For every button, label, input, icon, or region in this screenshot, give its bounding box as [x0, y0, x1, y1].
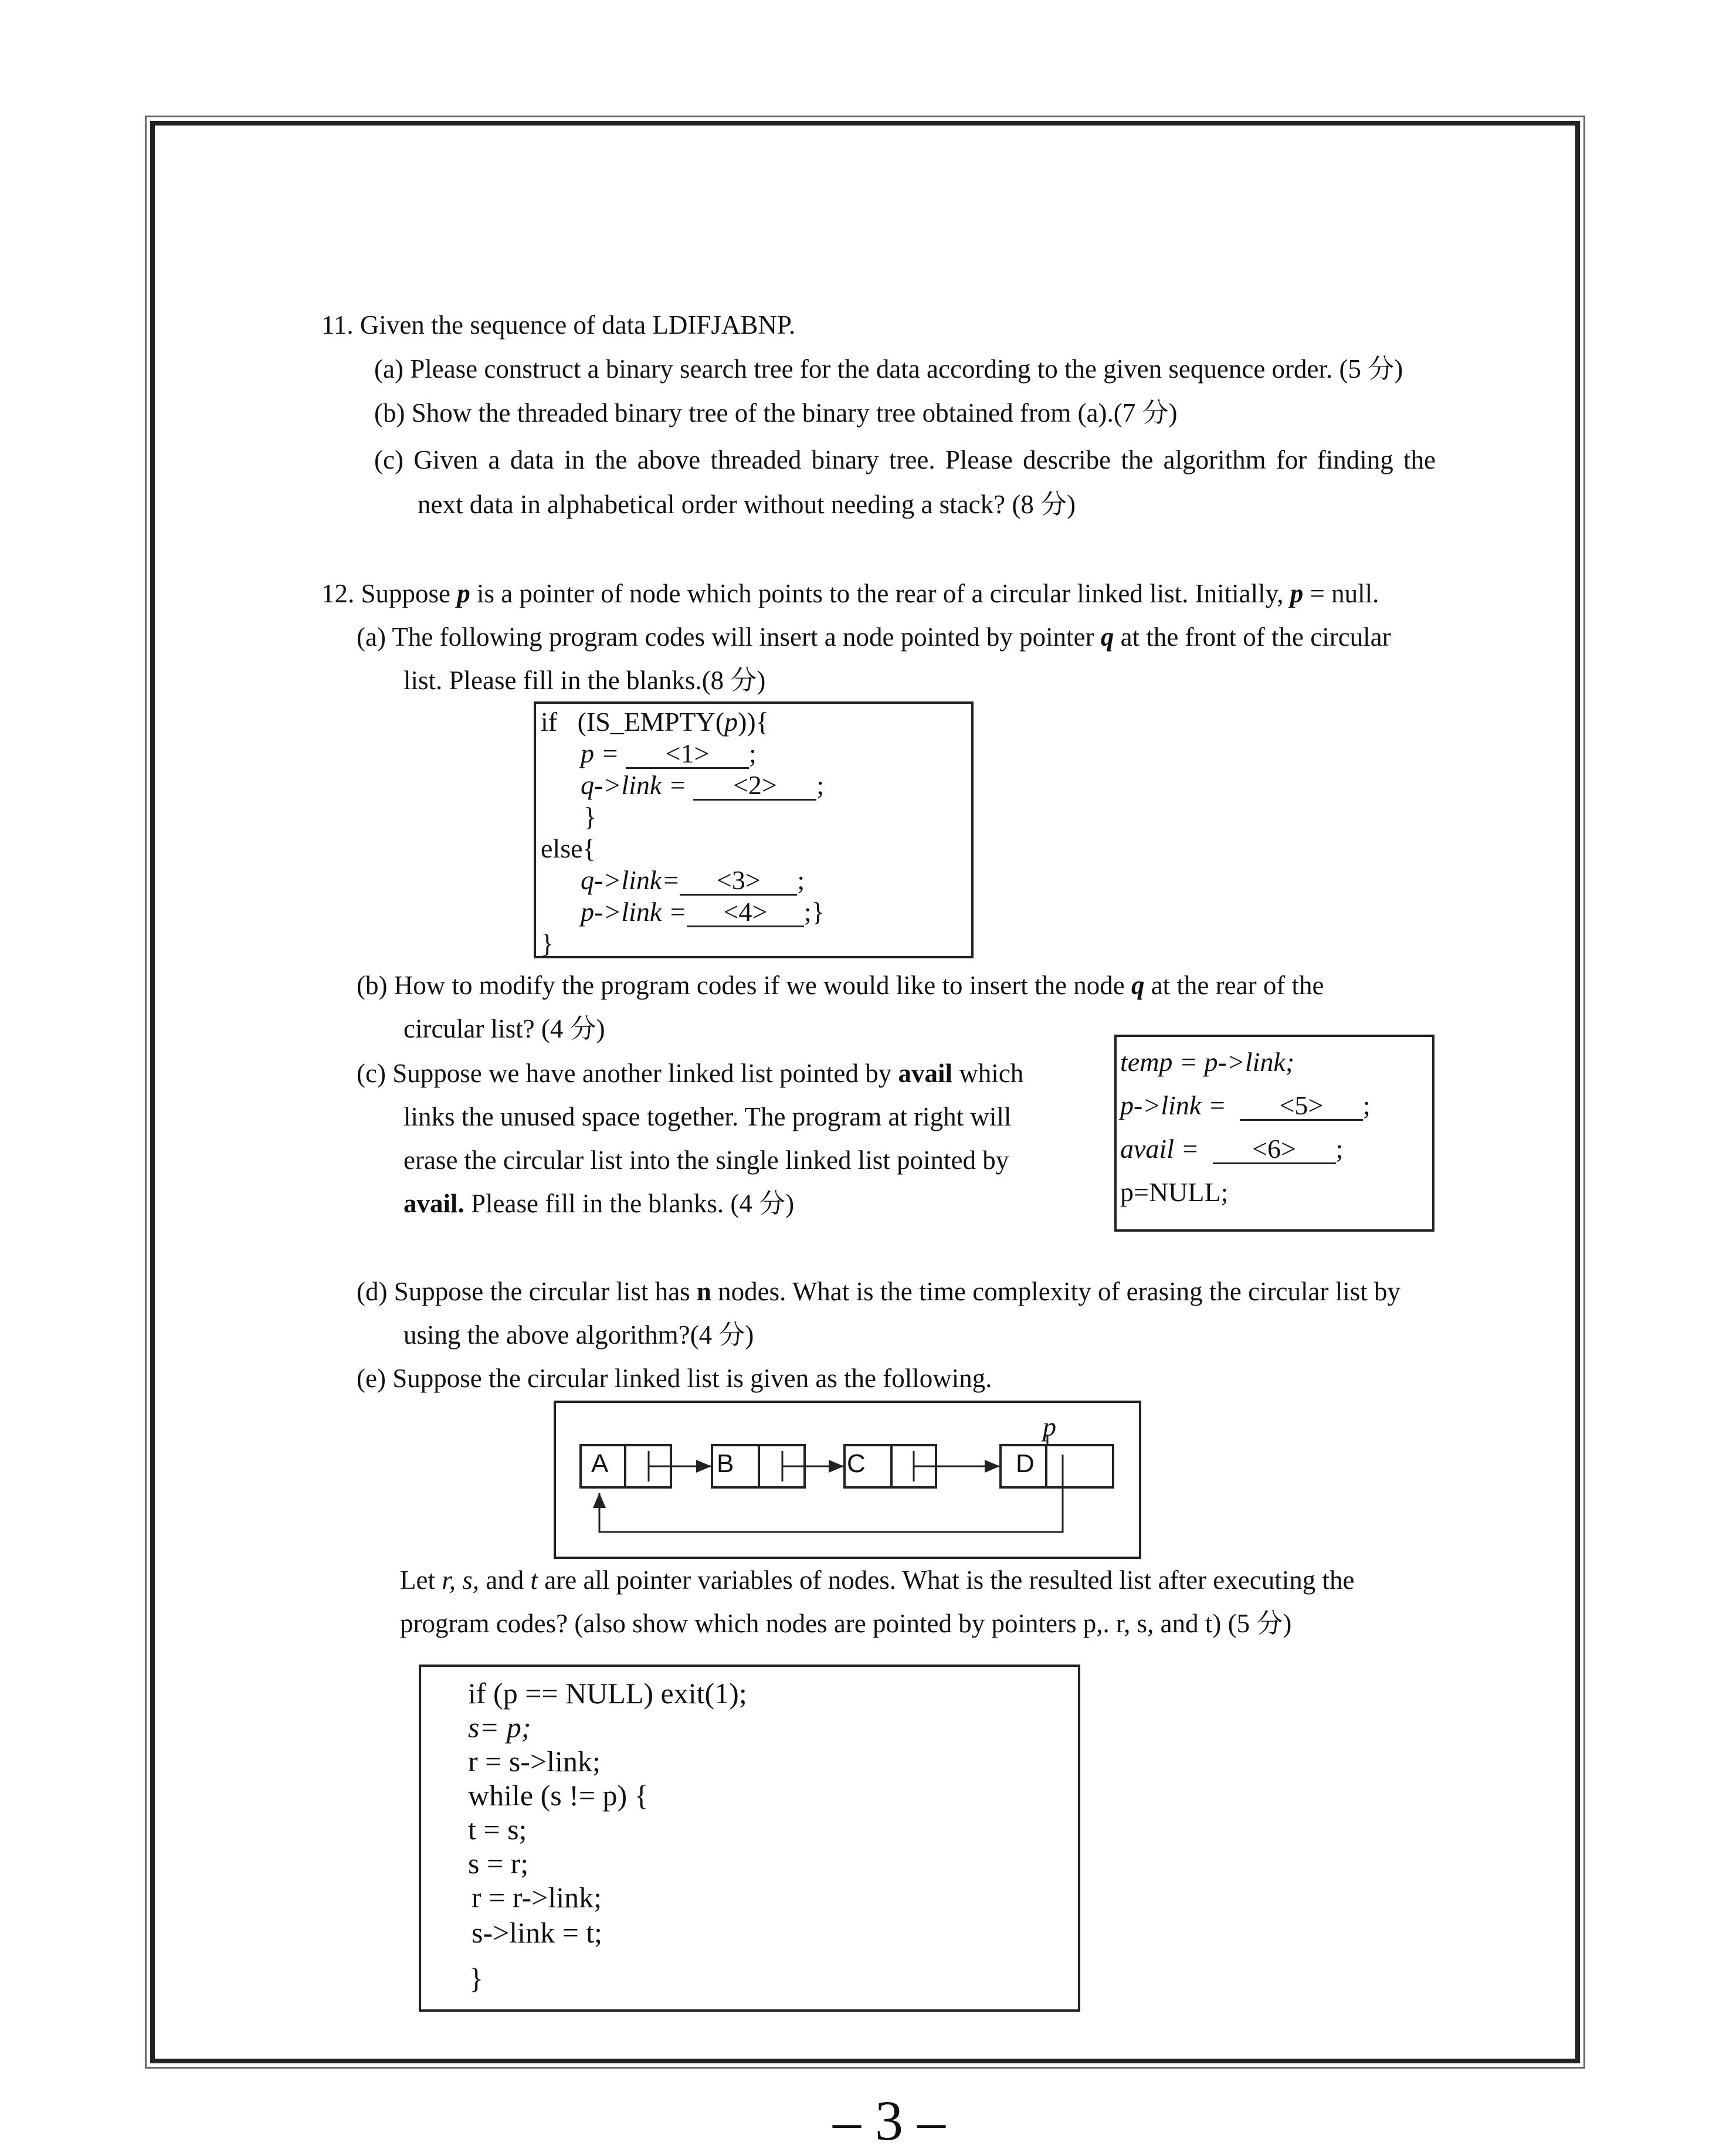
code-e-line2: s= p; — [468, 1711, 531, 1744]
q12-part-a-line2: list. Please fill in the blanks.(8 分) — [403, 666, 766, 695]
q12-part-a-line1: (a) The following program codes will insert a node pointed by pointer q at the front of the circular — [357, 622, 1391, 652]
blank-1[interactable]: <1> — [626, 740, 749, 769]
q12-part-c-line4: avail. Please fill in the blanks. (4 分) — [403, 1189, 795, 1218]
code-e-line5: t = s; — [468, 1813, 527, 1846]
q11-part-a: (a) Please construct a binary search tree for the data according to the given sequence order. (5 分) — [374, 354, 1403, 384]
q12-part-c-line3: erase the circular list into the single linked list pointed by — [403, 1145, 1009, 1175]
q12-part-b-line1: (b) How to modify the program codes if we would like to insert the node q at the rear of the — [357, 971, 1324, 1000]
q12-part-c-line2: links the unused space together. The program at right will — [403, 1102, 1012, 1131]
blank-6[interactable]: <6> — [1213, 1135, 1336, 1164]
code-e-line6: s = r; — [468, 1847, 529, 1880]
code-e-line4: while (s != p) { — [468, 1779, 649, 1812]
code-e-line8: s->link = t; — [472, 1916, 603, 1949]
q12-part-e-after-line1: Let r, s, and t are all pointer variables of nodes. What is the resulted list after executing the — [400, 1565, 1355, 1595]
q12-part-c-line1: (c) Suppose we have another linked list pointed by avail which — [357, 1059, 1024, 1088]
blank-4[interactable]: <4> — [687, 899, 804, 927]
page-number: – 3 – — [833, 2089, 945, 2152]
q11-stem: 11. Given the sequence of data LDIFJABNP. — [321, 310, 796, 340]
code-e-line3: r = s->link; — [468, 1745, 601, 1778]
q12-stem: 12. Suppose p is a pointer of node which points to the rear of a circular linked list. Initially, p = null. — [321, 579, 1379, 608]
node-a-data: A — [579, 1444, 626, 1489]
q11-part-b: (b) Show the threaded binary tree of the binary tree obtained from (a).(7 分) — [374, 398, 1178, 428]
node-b-data: B — [711, 1444, 760, 1489]
blank-2[interactable]: <2> — [693, 772, 816, 801]
blank-3[interactable]: <3> — [680, 867, 797, 896]
q12-part-b-line2: circular list? (4 分) — [403, 1014, 605, 1043]
code-a-line3: q->link = <2> ; — [581, 770, 825, 800]
code-e-line7: r = r->link; — [472, 1881, 602, 1914]
code-c-line1: temp = p->link; — [1120, 1047, 1295, 1077]
q11-part-c-line2: next data in alphabetical order without needing a stack? (8 分) — [418, 490, 1076, 519]
code-a-else: else{ — [541, 833, 596, 863]
pointer-p-label: p — [1043, 1412, 1056, 1442]
code-c-line2: p->link = <5> ; — [1120, 1090, 1371, 1120]
blank-5[interactable]: <5> — [1240, 1092, 1363, 1121]
code-a-line6: q->link= <3> ; — [581, 865, 805, 895]
code-e-line1: if (p == NULL) exit(1); — [468, 1677, 747, 1710]
q12-part-e-after-line2: program codes? (also show which nodes are pointed by pointers p,. r, s, and t) (5 分) — [400, 1609, 1292, 1638]
q12-part-e-line1: (e) Suppose the circular linked list is given as the following. — [357, 1364, 992, 1393]
node-c-data: C — [843, 1444, 893, 1489]
q11-part-c-line1: (c) Given a data in the above threaded binary tree. Please describe the algorithm for finding the — [374, 445, 1436, 474]
code-a-line2: p = <1> ; — [581, 738, 757, 768]
code-c-line3: avail = <6> ; — [1120, 1134, 1344, 1164]
code-e-line9: } — [469, 1962, 483, 1995]
code-a-line7: p->link = <4> ;} — [581, 897, 825, 927]
q12-part-d-line2: using the above algorithm?(4 分) — [403, 1320, 754, 1350]
code-c-line4: p=NULL; — [1120, 1177, 1229, 1207]
code-a-final-brace: } — [541, 928, 554, 958]
node-d-data: D — [999, 1444, 1047, 1489]
q12-part-d-line1: (d) Suppose the circular list has n nodes. What is the time complexity of erasing the circular list by — [357, 1277, 1401, 1306]
code-a-line1: if (IS_EMPTY(p)){ — [541, 707, 769, 737]
code-a-close-brace: } — [584, 802, 597, 832]
